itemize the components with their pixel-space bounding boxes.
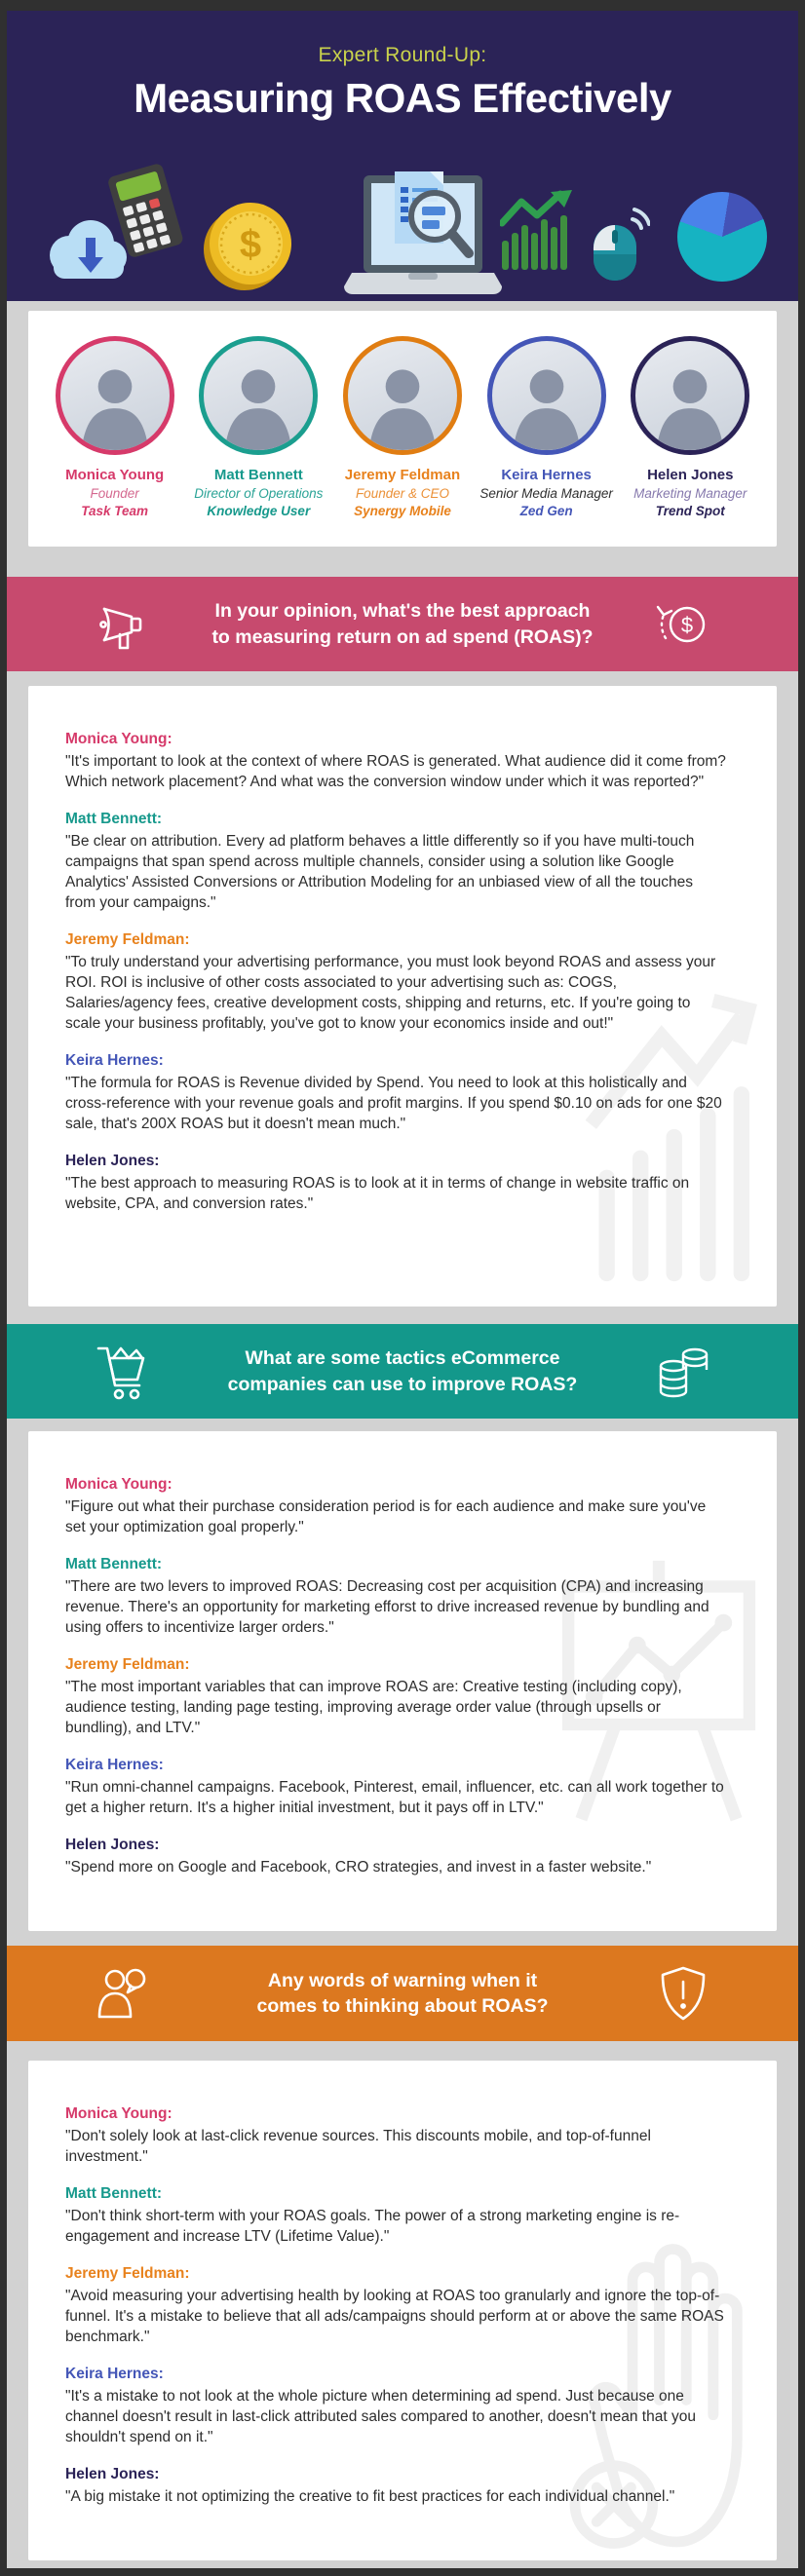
expert-name: Jeremy Feldman (344, 467, 461, 483)
question-banner-3 (7, 1946, 798, 2041)
quote-block (65, 2466, 726, 2507)
expert-card-keira (476, 336, 618, 518)
expert-name: Helen Jones (647, 467, 734, 483)
question-text: Any words of warning when it comes to thinking about ROAS? (256, 1969, 549, 2017)
avatar (199, 336, 318, 455)
quote-speaker: Keira Hernes: (65, 1757, 164, 1773)
quote-text: "It's a mistake to not look at the whole picture when determining ad spend. Just because one channel doesn't result in last-click attributed sales compared to another, doesn't mean that you shouldn't spend on it." (65, 2388, 696, 2445)
quote-block (65, 2366, 726, 2447)
expert-company: Knowledge User (207, 504, 311, 518)
quote-block (65, 1556, 726, 1638)
expert-card-helen (619, 336, 761, 518)
quote-speaker: Monica Young: (65, 731, 172, 747)
question-text: What are some tactics eCommerce companies can use to improve ROAS? (227, 1347, 578, 1395)
avatar (343, 336, 462, 455)
svg-text:$: $ (680, 612, 694, 637)
quote-block (65, 1837, 726, 1877)
quote-speaker: Monica Young: (65, 1476, 172, 1493)
expert-title: Founder & CEO (355, 486, 449, 501)
quote-block (65, 1052, 726, 1134)
quote-text: "The most important variables that can improve ROAS are: Creative testing (including copy), audience testing, landing page testing, improving average order value (through upsells or bundling), and LTV." (65, 1679, 682, 1736)
question-banner-2 (7, 1324, 798, 1419)
answers-section-2 (28, 1431, 777, 1931)
quote-block (65, 1757, 726, 1818)
laptop-search-icon (340, 171, 506, 301)
header (7, 11, 798, 301)
expert-card-monica (44, 336, 186, 518)
answers-section-3 (28, 2061, 777, 2560)
quote-text: "Don't think short-term with your ROAS goals. The power of a strong marketing engine is re-engagement and increase LTV (Lifetime Value)." (65, 2208, 680, 2245)
quote-text: "There are two levers to improved ROAS: Decreasing cost per acquisition (CPA) and increasing revenue. There's an opportunity for marketing efforst to drive increased revenue by bundling and using offers to incentivize larger orders." (65, 1578, 709, 1636)
quote-block (65, 811, 726, 913)
warning-shield-icon (652, 1962, 714, 2025)
quote-speaker: Helen Jones: (65, 1837, 160, 1853)
quote-block (65, 1656, 726, 1738)
quote-speaker: Matt Bennett: (65, 811, 163, 827)
expert-card-jeremy (331, 336, 474, 518)
quote-block (65, 931, 726, 1034)
wireless-mouse-icon (590, 204, 650, 286)
quote-text: "Avoid measuring your advertising health by looking at ROAS too granularly and ignore the top-of-funnel. It's a mistake to believe that all ads/campaigns should perform at or above the same ROAS benchmark." (65, 2288, 724, 2345)
header-kicker: Expert Round-Up: (318, 44, 487, 66)
quote-block (65, 2265, 726, 2347)
quote-speaker: Jeremy Feldman: (65, 931, 190, 948)
quote-text: "A big mistake it not optimizing the creative to fit best practices for each individual channel." (65, 2488, 675, 2505)
quote-block (65, 2185, 726, 2247)
infographic-page (7, 11, 798, 2568)
quote-text: "The formula for ROAS is Revenue divided by Spend. You need to look at this holistically and cross-reference with your revenue goals and profit margins. If you spend $0.10 on ads for one $20 sale, that's 200X ROAS but it doesn't mean much." (65, 1075, 722, 1132)
shopping-cart-icon (91, 1341, 153, 1403)
expert-title: Director of Operations (194, 486, 324, 501)
avatar (631, 336, 749, 455)
expert-name: Keira Hernes (501, 467, 592, 483)
dollar-cycle-icon (652, 593, 714, 656)
quote-text: "Figure out what their purchase consideration period is for each audience and make sure you've set your optimization goal properly." (65, 1498, 707, 1535)
expert-name: Monica Young (65, 467, 165, 483)
quote-text: "It's important to look at the context of where ROAS is generated. What audience did it come from? Which network placement? And what was the conversion window under which it was reported?" (65, 753, 726, 790)
quote-speaker: Jeremy Feldman: (65, 2265, 190, 2282)
svg-text:$: $ (239, 223, 262, 266)
page-title: Measuring ROAS Effectively (134, 75, 671, 121)
quote-speaker: Keira Hernes: (65, 2366, 164, 2382)
quote-text: "Run omni-channel campaigns. Facebook, Pinterest, email, influencer, etc. can all work together to get a higher return. It's a higher initial investment, but it pays off in LTV." (65, 1779, 724, 1816)
question-banner-1 (7, 577, 798, 671)
quote-speaker: Matt Bennett: (65, 2185, 163, 2202)
quote-speaker: Matt Bennett: (65, 1556, 163, 1572)
quote-text: "Don't solely look at last-click revenue sources. This discounts mobile, and top-of-funnel investment." (65, 2128, 651, 2165)
quote-speaker: Jeremy Feldman: (65, 1656, 190, 1673)
quote-block (65, 2105, 726, 2167)
expert-card-matt (187, 336, 329, 518)
person-speech-bubble-icon (91, 1962, 153, 2025)
dollar-coin-icon (202, 199, 295, 297)
expert-company: Synergy Mobile (354, 504, 451, 518)
quote-speaker: Keira Hernes: (65, 1052, 164, 1069)
quote-speaker: Helen Jones: (65, 1153, 160, 1169)
question-text: In your opinion, what's the best approach to measuring return on ad spend (ROAS)? (211, 600, 594, 648)
expert-title: Marketing Manager (633, 486, 748, 501)
avatar (487, 336, 606, 455)
expert-company: Task Team (81, 504, 149, 518)
quote-speaker: Monica Young: (65, 2105, 172, 2122)
expert-title: Senior Media Manager (479, 486, 613, 501)
megaphone-icon (91, 593, 153, 656)
quote-text: "To truly understand your advertising performance, you must look beyond ROAS and assess your ROI. ROI is inclusive of other costs associated to your advertising such as: COGS, Salaries/agency fees, creative development costs, shipping and returns, etc. If you're going to scale your business profitably, you've got to know your economics inside and out!" (65, 954, 716, 1032)
quote-block (65, 1153, 726, 1214)
experts-card (28, 311, 777, 547)
quote-text: "The best approach to measuring ROAS is to look at it in terms of change in website traffic on website, CPA, and conversion rates." (65, 1175, 690, 1212)
quote-text: "Spend more on Google and Facebook, CRO strategies, and invest in a faster website." (65, 1859, 652, 1875)
expert-name: Matt Bennett (213, 467, 303, 483)
quote-text: "Be clear on attribution. Every ad platform behaves a little differently so if you have multi-touch campaigns that span spend across multiple channels, consider using a solution like Google Analytics' Assisted Conversions or Attribution Modeling for an unbiased view of all the touches from your campaigns." (65, 833, 695, 911)
answers-section-1 (28, 686, 777, 1307)
expert-title: Founder (90, 486, 139, 501)
avatar (56, 336, 174, 455)
pie-chart-icon (677, 192, 767, 282)
growth-chart-icon (500, 190, 578, 275)
quote-block (65, 1476, 726, 1537)
expert-company: Zed Gen (519, 504, 573, 518)
expert-company: Trend Spot (655, 504, 725, 518)
quote-speaker: Helen Jones: (65, 2466, 160, 2482)
quote-block (65, 731, 726, 792)
coin-stack-icon (652, 1341, 714, 1403)
